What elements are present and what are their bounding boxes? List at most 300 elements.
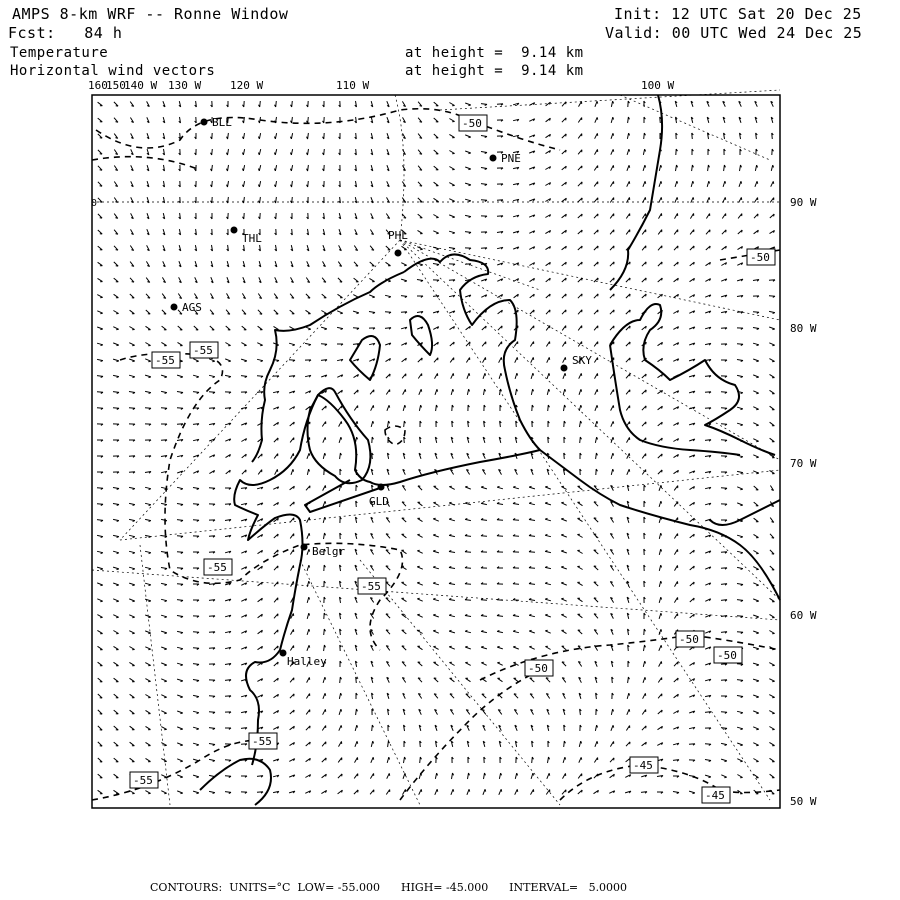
wind-vector [658,326,663,329]
wind-vector [754,534,759,537]
wind-vector [225,408,231,410]
wind-vector [433,327,438,330]
contour-label: -50 [528,662,548,675]
wind-vector [274,598,278,603]
wind-vector [594,230,598,234]
wind-vector [129,456,135,458]
wind-vector [739,117,741,123]
wind-vector [674,486,678,491]
wind-vector [737,328,743,330]
wind-vector [177,679,183,682]
wind-vector [129,375,135,377]
wind-vector [226,454,231,457]
wind-vector [147,149,149,155]
wind-vector [98,214,102,218]
wind-vector [404,437,406,443]
wind-vector [225,664,231,666]
wind-vector [98,166,102,170]
wind-vector [769,311,775,313]
wind-vector [770,566,774,570]
wind-vector [595,117,598,122]
wind-vector [419,405,421,411]
wind-vector [386,662,389,667]
wind-vector [659,181,662,187]
wind-vector [706,230,710,235]
wind-vector [386,646,390,651]
wind-vector [161,743,166,746]
wind-vector [241,663,247,665]
wind-vector [644,501,645,507]
wind-vector [355,757,358,762]
wind-vector [195,245,197,251]
wind-vector [179,245,181,251]
wind-vector [225,520,231,522]
wind-vector [129,599,135,602]
wind-vector [483,725,486,730]
wind-vector [689,711,695,713]
wind-vector [195,117,197,123]
wind-vector [290,310,295,314]
wind-vector [434,662,439,665]
wind-vector [450,326,455,329]
wind-vector [402,518,406,522]
wind-vector [594,214,598,218]
wind-vector [129,472,135,474]
wind-vector [676,117,678,123]
wind-vector [754,774,759,777]
wind-vector [241,711,247,713]
wind-vector [513,199,519,201]
wind-vector [194,326,198,330]
wind-vector [274,614,278,619]
wind-vector [594,198,598,203]
wind-vector [402,614,407,617]
wind-vector [243,277,245,283]
wind-vector [580,725,582,731]
wind-vector [769,711,774,714]
wind-vector [465,215,471,217]
wind-vector [339,245,342,250]
wind-vector [753,583,758,586]
wind-vector [690,662,695,665]
wind-vector [546,150,551,153]
wind-vector [162,277,165,282]
wind-vector [241,359,247,362]
wind-vector [482,694,486,698]
wind-vector [307,565,310,571]
wind-vector [497,662,502,665]
wind-vector [755,181,758,187]
wind-vector [339,741,342,746]
wind-vector [721,392,727,394]
wind-vector [355,181,357,187]
wind-vector [433,264,439,266]
wind-vector [690,230,694,235]
wind-vector [498,342,501,347]
wind-vector [305,791,310,794]
wind-vector [402,646,406,650]
wind-vector [323,181,325,187]
wind-vector [226,165,228,171]
wind-vector [177,711,183,714]
wind-vector [562,326,566,331]
wind-vector [627,133,629,139]
wind-vector [483,437,485,443]
wind-vector [147,165,149,171]
wind-vector [193,424,199,426]
wind-vector [210,310,214,315]
wind-vector [563,373,566,379]
wind-vector [177,487,183,489]
wind-vector [625,791,631,793]
wind-vector [465,502,471,504]
wind-vector [355,517,357,523]
wind-vector [225,680,231,682]
station-marker [561,365,568,372]
wind-vector [705,408,711,410]
wind-vector [131,181,134,186]
wind-vector [644,485,646,491]
wind-vector [769,631,774,634]
wind-vector [737,632,743,634]
wind-vector [594,182,598,187]
wind-vector [465,199,471,201]
wind-vector [658,358,663,361]
wind-vector [163,149,165,155]
wind-vector [402,101,405,106]
wind-vector [129,631,134,634]
wind-vector [273,487,278,490]
station-label: AGS [182,301,202,314]
wind-vector [658,262,662,266]
wind-vector [465,630,471,632]
wind-vector [481,279,487,281]
wind-vector [147,101,150,106]
wind-vector [322,742,326,747]
wind-vector [193,568,199,569]
wind-vector [497,630,503,632]
wind-vector [465,167,471,170]
wind-vector [721,632,727,634]
wind-vector [626,342,630,346]
wind-vector [705,583,710,585]
wind-vector [753,359,759,362]
wind-vector [659,581,661,587]
wind-vector [209,696,215,698]
wind-vector [163,229,165,235]
wind-vector [770,518,774,523]
wind-vector [737,535,743,537]
wind-vector [322,422,325,427]
wind-vector [564,405,566,411]
wind-vector [418,166,422,171]
wind-vector [610,310,614,314]
wind-vector [258,310,262,314]
wind-vector [577,566,582,569]
wind-vector [225,439,230,441]
wind-vector [290,694,294,698]
station-label: GLD [369,495,389,508]
wind-vector [385,343,391,345]
contour-label: -55 [361,580,381,593]
wind-vector [610,278,614,282]
wind-vector [436,741,438,747]
wind-vector [211,101,213,107]
wind-vector [130,758,135,762]
wind-vector [737,423,743,425]
wind-vector [354,390,358,394]
wind-vector [371,133,373,139]
wind-vector [514,710,517,715]
wind-vector [580,453,581,459]
wind-vector [177,552,183,554]
wind-vector [242,181,244,187]
wind-vector [130,118,133,123]
wind-vector [659,597,661,603]
wind-vector [545,646,550,649]
wind-vector [114,646,119,649]
wind-vector [578,294,582,298]
wind-vector [753,280,759,282]
wind-vector [529,135,535,137]
wind-vector [627,501,629,507]
wind-vector [595,725,597,731]
station-label: PHL [388,229,408,242]
wind-vector [724,149,726,155]
wind-vector [179,261,181,267]
left-edge-label: 0 [91,198,98,209]
wind-vector [306,486,310,491]
wind-vector [306,758,311,761]
wind-vector [290,422,295,426]
wind-vector [273,759,279,761]
wind-vector [449,295,455,297]
wind-vector [610,518,613,523]
wind-vector [129,392,135,394]
wind-vector [754,502,759,506]
wind-vector [449,103,454,106]
wind-vector [131,165,134,170]
wind-vector [179,213,181,219]
wind-vector [195,229,197,235]
wind-vector [161,663,167,666]
wind-vector [97,630,102,633]
wind-vector [161,408,167,410]
wind-vector [241,551,246,553]
wind-vector [274,550,278,554]
wind-vector [721,696,727,697]
wind-vector [644,581,646,587]
wind-vector [241,744,247,746]
wind-vector [497,294,502,297]
station-label: THL [242,232,262,245]
wind-vector [388,421,390,427]
wind-vector [340,677,342,683]
wind-vector [369,343,375,345]
wind-vector [740,149,741,155]
wind-vector [161,711,166,714]
wind-vector [756,149,758,155]
wind-vector [257,679,262,682]
wind-vector [595,741,598,747]
wind-vector [179,117,181,123]
wind-vector [129,791,134,794]
wind-vector [578,182,582,186]
wind-vector [611,405,614,410]
wind-vector [449,630,455,633]
wind-vector [386,358,391,361]
wind-vector [179,133,181,139]
wind-vector [211,293,214,298]
wind-vector [692,133,694,139]
contour-label: -55 [133,774,153,787]
wind-vector [289,775,295,777]
wind-vector [307,165,309,171]
wind-vector [161,791,166,794]
wind-vector [770,774,775,778]
wind-vector [610,550,613,555]
contour-label: -45 [705,789,725,802]
wind-vector [113,359,119,362]
wind-vector [289,376,295,378]
wind-vector [211,133,213,139]
wind-vector [689,791,695,794]
wind-vector [211,277,213,283]
wind-vector [273,391,279,393]
wind-vector [401,263,406,266]
wind-vector [642,246,646,251]
wind-vector [177,759,183,762]
wind-vector [355,613,357,619]
wind-vector [529,199,535,201]
wind-vector [322,726,325,731]
wind-vector [753,679,759,682]
wind-vector [370,390,374,395]
wind-vector [98,182,102,186]
wind-vector [387,165,389,171]
wind-vector [258,149,260,155]
wind-vector [225,792,231,794]
wind-vector [531,453,533,459]
wind-vector [484,389,486,395]
wind-vector [449,614,455,616]
wind-vector [97,456,103,457]
wind-vector [596,709,598,715]
wind-vector [339,213,341,219]
wind-vector [386,374,390,378]
wind-vector [290,165,292,171]
wind-vector [417,566,423,569]
wind-vector [243,213,245,219]
wind-vector [675,213,678,218]
wind-vector [338,790,343,794]
wind-vector [97,376,103,378]
wind-vector [465,615,471,617]
wind-vector [466,470,469,475]
wind-vector [466,694,470,698]
wind-vector [705,647,711,649]
wind-vector [274,694,279,697]
wind-vector [418,662,423,666]
wind-vector [657,743,662,746]
wind-vector [323,453,325,459]
wind-vector [307,117,309,123]
wind-vector [340,661,341,667]
wind-vector [724,165,726,171]
wind-vector [658,454,662,458]
wind-vector [674,262,678,266]
wind-vector [481,662,486,665]
wind-vector [481,184,487,186]
wind-vector [481,583,487,585]
wind-vector [98,758,102,762]
wind-vector [211,245,213,251]
wind-vector [529,614,535,616]
wind-vector [626,278,630,282]
wind-vector [449,662,454,665]
wind-vector [193,791,199,794]
wind-vector [690,598,694,602]
wind-vector [721,520,727,521]
wind-vector [481,104,487,106]
wind-vector [721,728,727,730]
wind-vector [468,773,470,779]
wind-vector [177,568,183,570]
wind-vector [721,344,727,346]
wind-vector [354,406,357,411]
wind-vector [209,552,215,554]
wind-vector [241,728,247,730]
wind-vector [482,326,486,330]
wind-vector [307,261,310,266]
wind-vector [564,741,566,747]
wind-vector [497,120,503,122]
wind-vector [402,598,407,601]
wind-vector [433,566,439,568]
wind-vector [371,517,373,522]
wind-vector [594,246,598,250]
wind-vector [467,453,470,458]
wind-vector [177,743,183,746]
wind-vector [259,261,261,267]
wind-vector [449,583,455,585]
wind-vector [402,678,405,683]
wind-vector [449,183,454,186]
wind-vector [290,550,293,555]
wind-vector [481,486,487,489]
wind-vector [610,389,613,394]
wind-vector [579,405,581,411]
wind-vector [578,246,582,250]
wind-vector [452,405,454,411]
wind-vector [306,310,311,313]
wind-vector [324,581,326,587]
wind-vector [145,456,151,458]
wind-vector [340,645,342,651]
wind-vector [531,789,534,794]
wind-vector [561,486,566,489]
station-label: SKY [572,354,592,367]
wind-vector [737,296,743,298]
wind-vector [114,230,118,235]
wind-vector [355,645,357,651]
wind-vector [578,630,582,634]
wind-vector [753,296,759,298]
wind-vector [338,278,342,282]
wind-vector [337,375,342,378]
wind-vector [546,342,549,347]
wind-vector [291,261,293,267]
